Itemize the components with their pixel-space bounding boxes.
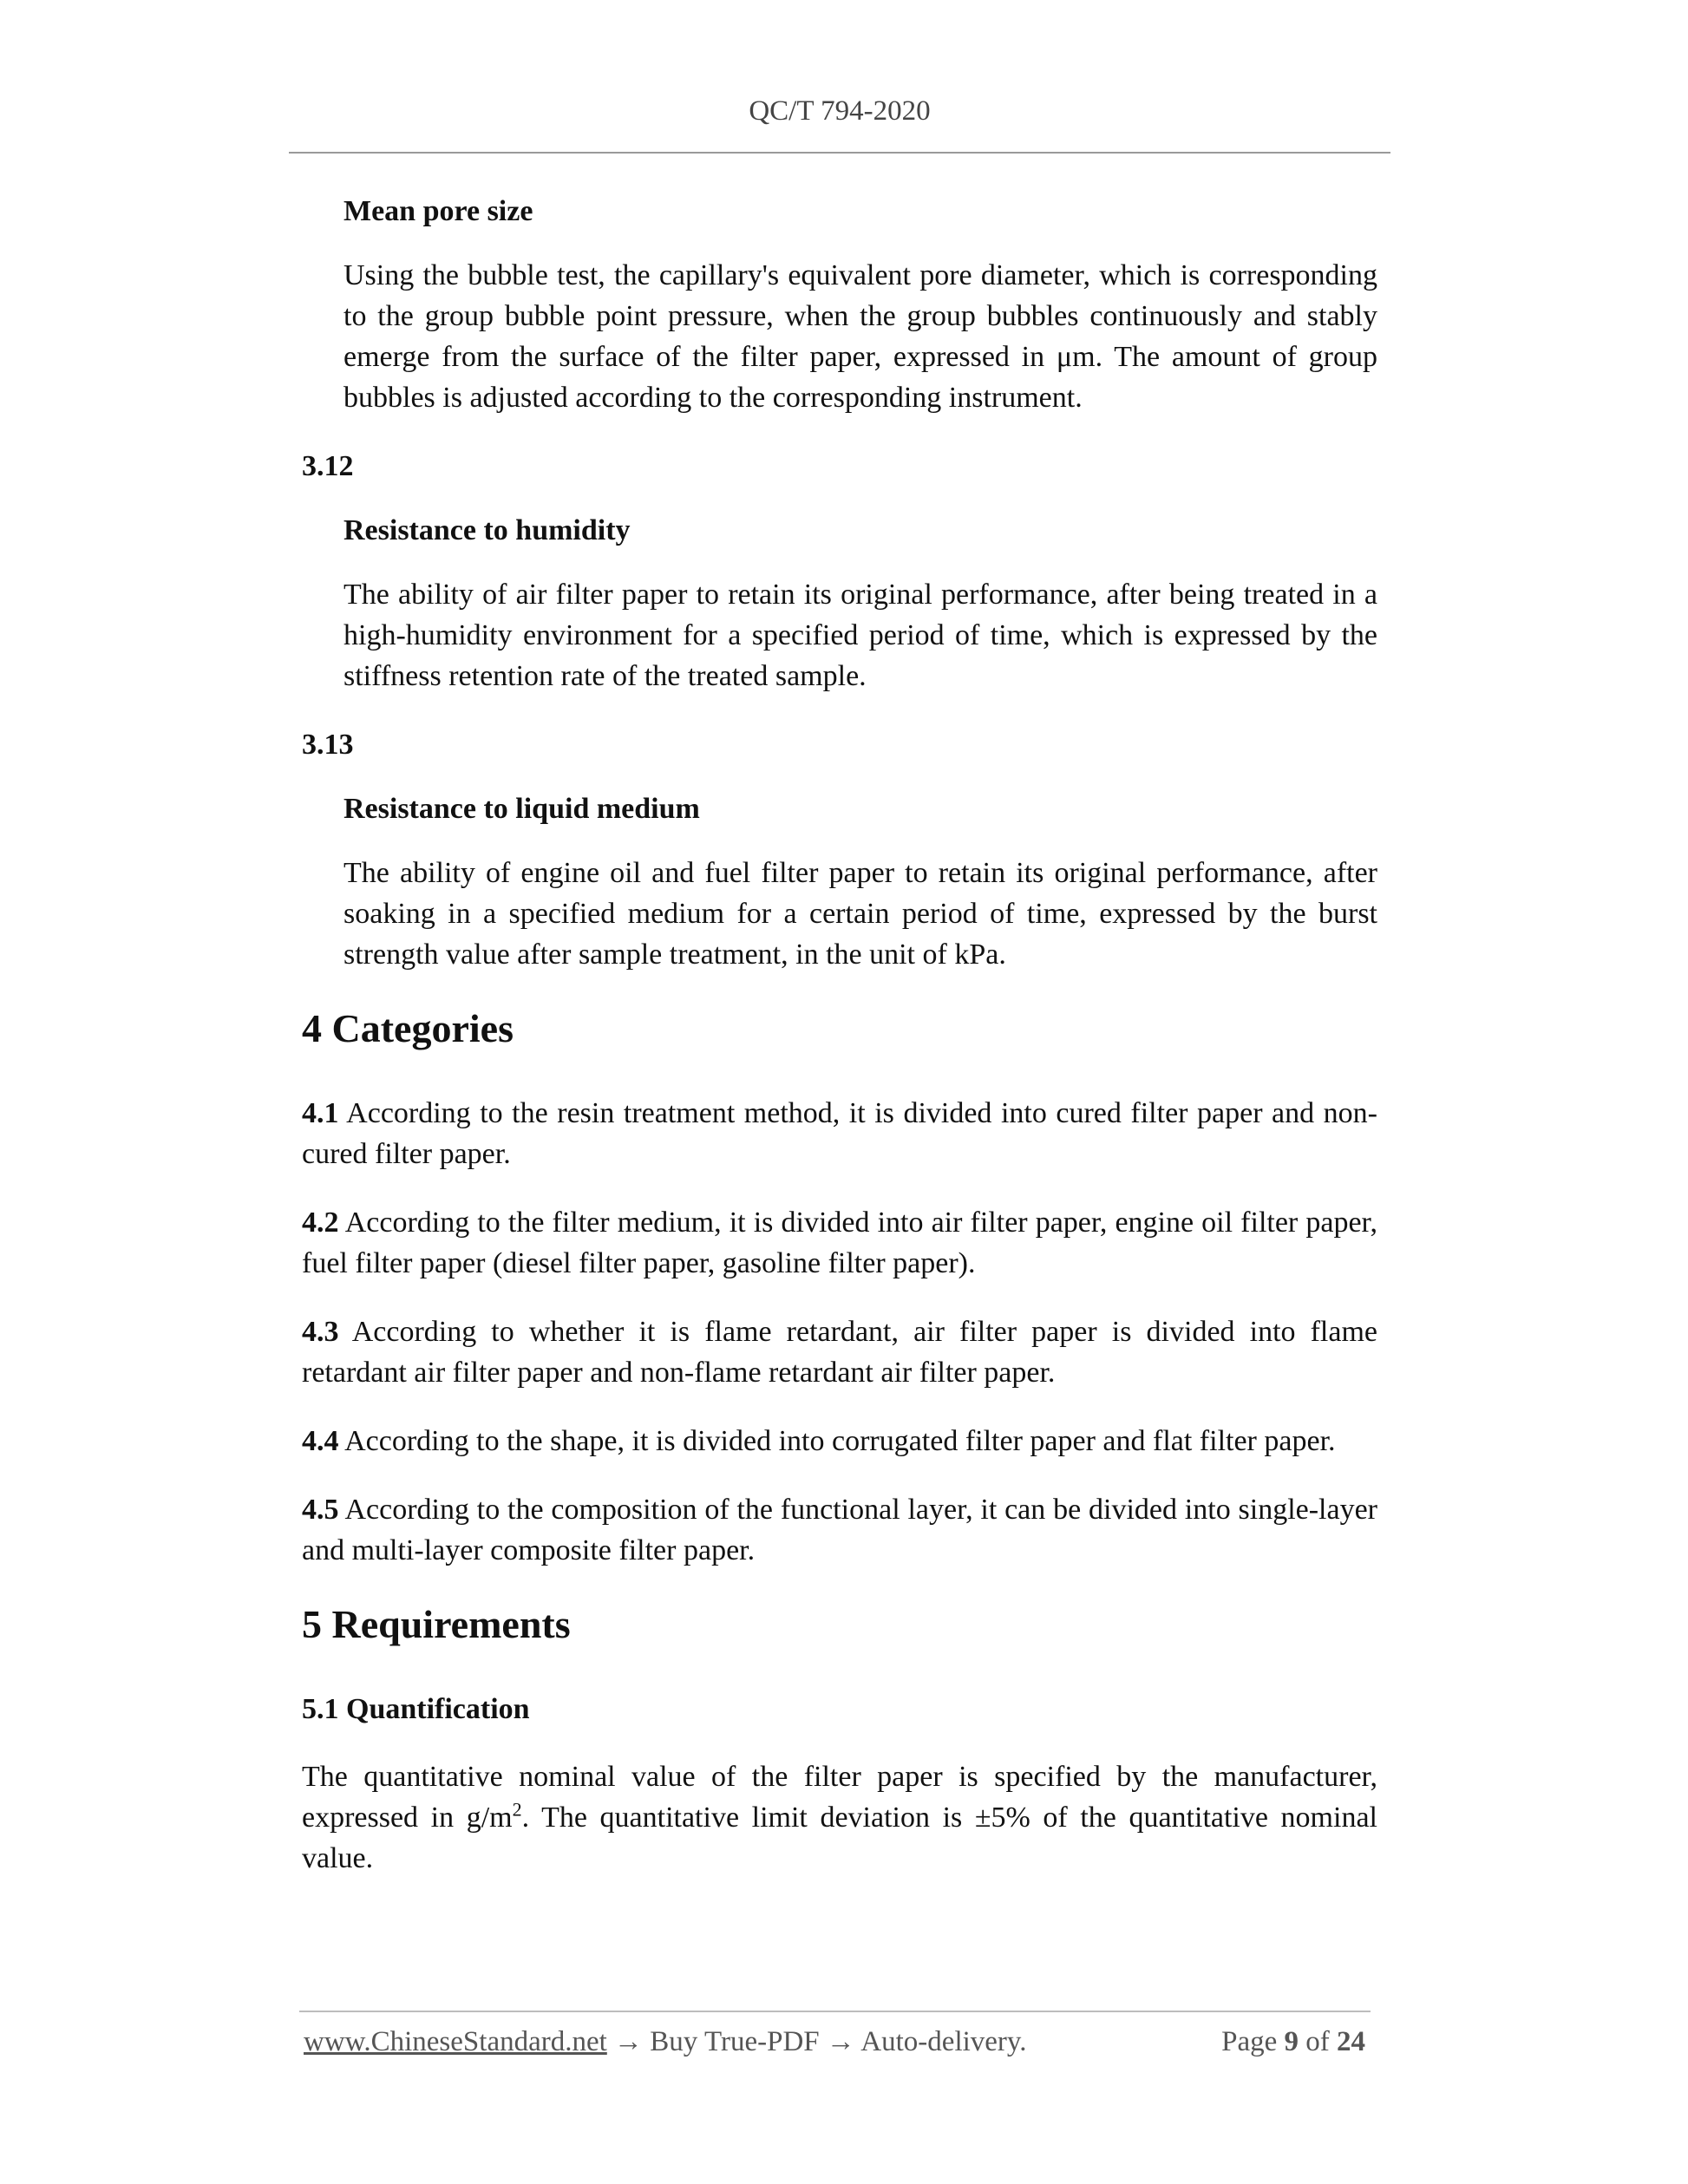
- footer-divider: [299, 2011, 1371, 2012]
- clause-4-4-text: According to the shape, it is divided into corrugated filter paper and flat filter paper.: [344, 1425, 1336, 1457]
- clause-5-1-text: [302, 1756, 1377, 1879]
- clause-4-3-number: 4.3: [302, 1316, 339, 1348]
- clause-3-13-number: 3.13: [302, 729, 354, 761]
- footer-site-link[interactable]: www.ChineseStandard.net: [304, 2026, 607, 2057]
- section-5-heading: 5 Requirements: [302, 1602, 571, 1646]
- term-3-13-text: The ability of engine oil and fuel filter paper to retain its original performance, after soaking in a specified medium for a certain period of time, expressed by the burst strength value after sample treatment, in the unit of kPa.: [343, 857, 1377, 971]
- clause-4-2: [302, 1202, 1377, 1284]
- footer-promo-text: → Buy True-PDF → Auto-delivery.: [606, 2026, 1027, 2057]
- term-3-12-text: The ability of air filter paper to retain its original performance, after being treated in a high-humidity environment for a specified period of time, which is expressed by the stiffness retention rate of the treated sample.: [343, 579, 1377, 692]
- total-pages: 24: [1337, 2026, 1365, 2057]
- page-number: [1221, 2026, 1365, 2058]
- term-3-12-title: Resistance to humidity: [343, 514, 631, 546]
- page-header: QC/T 794-2020: [749, 95, 931, 127]
- page-word: Page: [1221, 2026, 1278, 2057]
- clause-4-1: [302, 1093, 1377, 1174]
- clause-4-4-number: 4.4: [302, 1425, 339, 1457]
- clause-5-1-text-part-a: The quantitative nominal value of the filter paper is specified by the manufacturer, expressed in g/m: [302, 1761, 1377, 1834]
- clause-5-1-superscript: 2: [512, 1798, 522, 1821]
- clause-5-1-text-part-b: . The quantitative limit deviation is ±5% of the quantitative nominal value.: [302, 1801, 1377, 1874]
- clause-4-1-text: According to the resin treatment method, it is divided into cured filter paper and non-cured filter paper.: [302, 1097, 1378, 1170]
- clause-4-3-text: According to whether it is flame retardant, air filter paper is divided into flame retardant air filter paper and non-flame retardant air filter paper.: [302, 1316, 1377, 1389]
- clause-4-5-text: According to the composition of the functional layer, it can be divided into single-layer and multi-layer composite filter paper.: [302, 1494, 1378, 1566]
- section-4-heading: 4 Categories: [302, 1006, 514, 1050]
- clause-4-5-number: 4.5: [302, 1494, 339, 1526]
- clause-4-1-number: 4.1: [302, 1097, 339, 1129]
- current-page: 9: [1284, 2026, 1299, 2057]
- page-footer: [304, 2026, 1371, 2068]
- clause-4-4: [302, 1421, 1377, 1461]
- clause-4-5: [302, 1489, 1377, 1571]
- of-word: of: [1305, 2026, 1330, 2057]
- footer-promo: [304, 2026, 1027, 2058]
- clause-4-3: [302, 1311, 1377, 1393]
- clause-5-1-heading: 5.1 Quantification: [302, 1693, 530, 1725]
- term-3-13-title: Resistance to liquid medium: [343, 793, 700, 825]
- header-divider: [289, 152, 1390, 154]
- term-3-11-title: Mean pore size: [343, 195, 533, 227]
- term-3-11-text: Using the bubble test, the capillary's equivalent pore diameter, which is corresponding to the group bubble point pressure, when the group bubbles continuously and stably emerge from the surface of the filter paper, expressed in μm. The amount of group bubbles is adjusted according to the corresponding instrument.: [343, 259, 1377, 414]
- clause-4-2-number: 4.2: [302, 1206, 339, 1239]
- clause-3-12-number: 3.12: [302, 450, 354, 482]
- clause-4-2-text: According to the filter medium, it is divided into air filter paper, engine oil filter paper, fuel filter paper (diesel filter paper, gasoline filter paper).: [302, 1206, 1377, 1279]
- page-content: [302, 182, 1377, 1906]
